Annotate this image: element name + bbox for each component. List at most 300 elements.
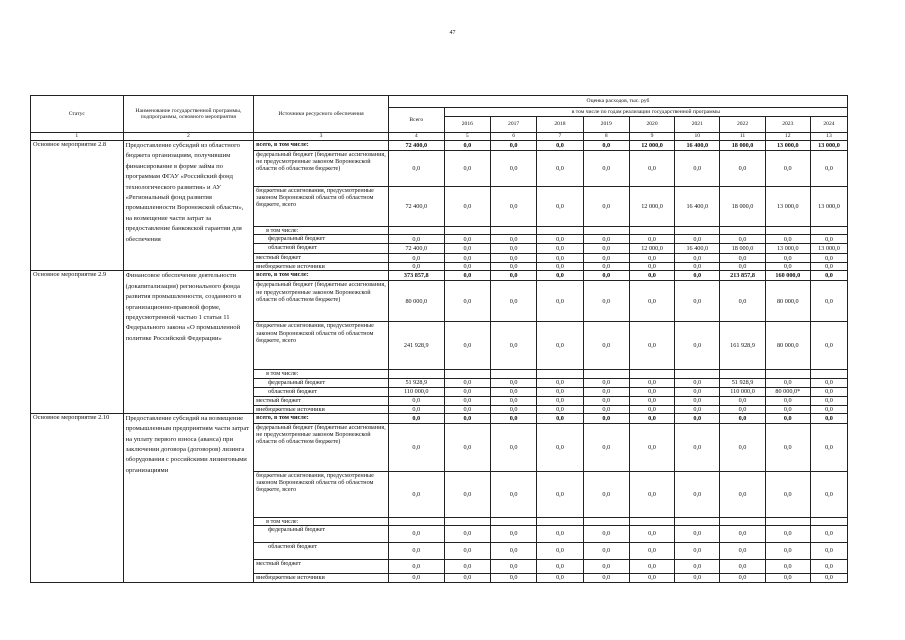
value-cell: 0,0 [537, 141, 583, 151]
value-cell: 16 400,0 [675, 141, 720, 151]
value-cell: 0,0 [444, 405, 490, 413]
value-cell: 0,0 [444, 187, 490, 227]
value-cell: 0,0 [720, 574, 765, 583]
source-label: бюджетные ассигнования, предусмотренные законом Воронежской области об областном бюджете, всего [254, 322, 389, 370]
value-cell: 0,0 [537, 244, 583, 254]
value-cell: 0,0 [444, 378, 490, 387]
value-cell: 0,0 [810, 235, 847, 244]
value-cell [720, 370, 765, 378]
value-cell: 213 857,8 [720, 271, 765, 281]
header-estimate: Оценка расходов, тыс. руб [388, 96, 847, 108]
source-label: областной бюджет [254, 244, 389, 254]
header-name: Наименование государственной программы, подпрограммы, основного мероприятия [123, 96, 254, 133]
page-number: 47 [449, 30, 456, 36]
value-cell [537, 370, 583, 378]
value-cell: 0,0 [675, 405, 720, 413]
value-cell: 161 928,9 [720, 322, 765, 370]
value-cell: 0,0 [675, 254, 720, 263]
value-cell: 0,0 [444, 574, 490, 583]
value-cell: 241 928,9 [388, 322, 444, 370]
value-cell: 0,0 [810, 263, 847, 271]
value-cell: 0,0 [388, 151, 444, 187]
source-label: областной бюджет [254, 387, 389, 396]
value-cell: 0,0 [720, 543, 765, 560]
activity-name: Предоставление субсидий на возмещение промышленным предприятиям части затрат на уплату первого взноса (аванса) при заключении договора (договоров) лизинга оборудования с российскими лизинговыми организациями [123, 413, 254, 582]
value-cell: 0,0 [583, 396, 629, 405]
value-cell: 0,0 [810, 413, 847, 423]
value-cell: 0,0 [629, 263, 674, 271]
value-cell: 12 000,0 [629, 244, 674, 254]
column-number: 1 [31, 133, 124, 141]
value-cell: 0,0 [765, 254, 810, 263]
value-cell: 0,0 [444, 526, 490, 543]
value-cell: 0,0 [720, 151, 765, 187]
value-cell: 0,0 [444, 244, 490, 254]
value-cell: 0,0 [537, 471, 583, 517]
value-cell: 0,0 [810, 560, 847, 574]
column-number: 2 [123, 133, 254, 141]
value-cell: 16 400,0 [675, 187, 720, 227]
value-cell: 0,0 [583, 526, 629, 543]
value-cell: 0,0 [629, 405, 674, 413]
value-cell [388, 517, 444, 525]
source-label: местный бюджет [254, 254, 389, 263]
value-cell [720, 227, 765, 235]
header-by-years: в том числе по годам реализации государственной программы [444, 108, 847, 117]
value-cell: 0,0 [444, 560, 490, 574]
value-cell: 0,0 [388, 405, 444, 413]
source-label: всего, в том числе: [254, 141, 389, 151]
value-cell: 0,0 [490, 271, 536, 281]
value-cell: 0,0 [490, 574, 536, 583]
header-year: 2018 [537, 117, 583, 133]
value-cell: 0,0 [444, 543, 490, 560]
table-row [31, 271, 848, 281]
value-cell: 16 400,0 [675, 244, 720, 254]
value-cell: 0,0 [583, 322, 629, 370]
value-cell: 0,0 [675, 526, 720, 543]
value-cell [444, 370, 490, 378]
value-cell: 0,0 [583, 387, 629, 396]
value-cell: 0,0 [537, 543, 583, 560]
value-cell [629, 370, 674, 378]
value-cell: 51 928,9 [388, 378, 444, 387]
value-cell: 0,0 [765, 526, 810, 543]
value-cell: 0,0 [765, 543, 810, 560]
value-cell [537, 227, 583, 235]
value-cell: 0,0 [537, 396, 583, 405]
column-number: 11 [720, 133, 765, 141]
source-label: федеральный бюджет (бюджетные ассигнования, не предусмотренные законом Воронежской области об областном бюджете) [254, 281, 389, 322]
value-cell [720, 517, 765, 525]
header-source: Источники ресурсного обеспечения [254, 96, 389, 133]
value-cell: 0,0 [537, 574, 583, 583]
value-cell: 0,0 [583, 151, 629, 187]
value-cell: 18 000,0 [720, 141, 765, 151]
source-label: федеральный бюджет [254, 378, 389, 387]
value-cell: 0,0 [490, 281, 536, 322]
value-cell: 0,0 [629, 396, 674, 405]
value-cell [490, 227, 536, 235]
value-cell: 0,0 [490, 151, 536, 187]
value-cell: 0,0 [490, 244, 536, 254]
value-cell: 0,0 [583, 423, 629, 471]
value-cell: 0,0 [444, 396, 490, 405]
value-cell: 0,0 [490, 387, 536, 396]
value-cell: 0,0 [537, 405, 583, 413]
value-cell: 0,0 [537, 560, 583, 574]
budget-table [30, 95, 848, 583]
source-label: в том числе: [254, 227, 389, 235]
value-cell: 0,0 [720, 396, 765, 405]
value-cell: 0,0 [537, 235, 583, 244]
value-cell: 0,0 [629, 322, 674, 370]
value-cell: 0,0 [720, 263, 765, 271]
value-cell: 0,0 [388, 396, 444, 405]
value-cell: 0,0 [720, 471, 765, 517]
value-cell: 0,0 [537, 423, 583, 471]
header-status: Статус [31, 96, 124, 133]
value-cell: 13 000,0 [810, 187, 847, 227]
value-cell: 0,0 [583, 543, 629, 560]
value-cell: 0,0 [444, 263, 490, 271]
value-cell: 0,0 [675, 281, 720, 322]
value-cell: 0,0 [629, 574, 674, 583]
value-cell: 0,0 [444, 254, 490, 263]
value-cell: 0,0 [388, 235, 444, 244]
value-cell: 0,0 [388, 543, 444, 560]
value-cell: 0,0 [490, 141, 536, 151]
value-cell: 72 400,0 [388, 187, 444, 227]
value-cell [765, 227, 810, 235]
source-label: в том числе: [254, 517, 389, 525]
value-cell: 0,0 [720, 560, 765, 574]
value-cell: 0,0 [629, 151, 674, 187]
activity-name: Финансовое обеспечение деятельности (докапитализация) регионального фонда развития промышленности, созданного в организационно-правовой форме, предусмотренной частью 1 статьи 11 Федерального закона «О промышленной политике Российской Федерации» [123, 271, 254, 413]
value-cell [629, 517, 674, 525]
value-cell: 0,0 [765, 263, 810, 271]
value-cell: 0,0 [765, 378, 810, 387]
value-cell: 373 857,8 [388, 271, 444, 281]
value-cell: 0,0 [444, 322, 490, 370]
value-cell: 0,0 [583, 263, 629, 271]
source-label: внебюджетные источники [254, 574, 389, 583]
value-cell: 0,0 [537, 187, 583, 227]
value-cell [490, 370, 536, 378]
value-cell: 0,0 [583, 254, 629, 263]
value-cell: 0,0 [675, 396, 720, 405]
value-cell [765, 370, 810, 378]
column-number: 7 [537, 133, 583, 141]
value-cell: 0,0 [583, 378, 629, 387]
value-cell: 0,0 [810, 378, 847, 387]
column-number: 13 [810, 133, 847, 141]
value-cell: 0,0 [490, 254, 536, 263]
value-cell [388, 370, 444, 378]
header-year: 2024 [810, 117, 847, 133]
activity-status: Основное мероприятие 2.8 [31, 141, 124, 271]
value-cell: 0,0 [720, 235, 765, 244]
value-cell: 0,0 [490, 413, 536, 423]
table-row [31, 141, 848, 151]
value-cell: 0,0 [675, 271, 720, 281]
value-cell: 0,0 [629, 423, 674, 471]
activity-status: Основное мероприятие 2.10 [31, 413, 124, 582]
source-label: бюджетные ассигнования, предусмотренные законом Воронежской области об областном бюджете, всего [254, 187, 389, 227]
value-cell: 13 000,0 [810, 244, 847, 254]
value-cell: 0,0 [444, 281, 490, 322]
value-cell: 0,0 [537, 378, 583, 387]
value-cell: 0,0 [675, 322, 720, 370]
value-cell: 0,0 [583, 244, 629, 254]
value-cell: 0,0 [765, 151, 810, 187]
header-year: 2022 [720, 117, 765, 133]
value-cell: 0,0 [810, 322, 847, 370]
value-cell: 0,0 [810, 387, 847, 396]
column-number: 9 [629, 133, 674, 141]
value-cell: 0,0 [388, 526, 444, 543]
value-cell: 0,0 [583, 141, 629, 151]
value-cell: 80 000,0 [765, 322, 810, 370]
column-number: 5 [444, 133, 490, 141]
value-cell [583, 227, 629, 235]
source-label: федеральный бюджет (бюджетные ассигнования, не предусмотренные законом Воронежской области об областном бюджете) [254, 423, 389, 471]
value-cell: 0,0 [444, 151, 490, 187]
header-total: Всего [388, 108, 444, 133]
header-year: 2017 [490, 117, 536, 133]
value-cell: 0,0 [583, 413, 629, 423]
value-cell: 51 928,9 [720, 378, 765, 387]
source-label: бюджетные ассигнования, предусмотренные законом Воронежской области об областном бюджете, всего [254, 471, 389, 517]
value-cell: 0,0 [765, 574, 810, 583]
value-cell: 0,0 [388, 413, 444, 423]
header-year: 2020 [629, 117, 674, 133]
value-cell [810, 227, 847, 235]
value-cell: 0,0 [720, 281, 765, 322]
value-cell [675, 370, 720, 378]
value-cell: 0,0 [444, 471, 490, 517]
value-cell: 0,0 [444, 271, 490, 281]
value-cell: 0,0 [675, 387, 720, 396]
value-cell: 0,0 [583, 560, 629, 574]
value-cell: 0,0 [765, 235, 810, 244]
value-cell: 0,0 [810, 423, 847, 471]
value-cell: 12 000,0 [629, 141, 674, 151]
value-cell: 0,0 [810, 405, 847, 413]
value-cell: 12 000,0 [629, 187, 674, 227]
source-label: всего, в том числе: [254, 413, 389, 423]
value-cell: 0,0 [810, 271, 847, 281]
value-cell [444, 227, 490, 235]
source-label: областной бюджет [254, 543, 389, 560]
value-cell: 0,0 [388, 263, 444, 271]
value-cell: 0,0 [810, 396, 847, 405]
value-cell: 0,0 [537, 271, 583, 281]
value-cell: 0,0 [583, 405, 629, 413]
value-cell: 0,0 [675, 560, 720, 574]
value-cell: 0,0 [629, 271, 674, 281]
value-cell: 0,0 [490, 396, 536, 405]
header-year: 2021 [675, 117, 720, 133]
value-cell: 0,0 [388, 423, 444, 471]
value-cell: 0,0 [490, 526, 536, 543]
value-cell [675, 227, 720, 235]
value-cell: 0,0 [629, 413, 674, 423]
value-cell: 0,0 [720, 413, 765, 423]
value-cell [810, 517, 847, 525]
value-cell [444, 517, 490, 525]
value-cell: 0,0 [720, 526, 765, 543]
value-cell: 0,0 [583, 235, 629, 244]
value-cell: 0,0 [810, 151, 847, 187]
value-cell: 0,0 [675, 378, 720, 387]
activity-name: Предоставление субсидий из областного бюджета организациям, получившим финансирование в форме займа по программам ФГАУ «Российский фонд технологического развития» и АУ «Региональный фонд развития промышленности Воронежской области», на возмещение части затрат за предоставление банковской гарантии для обеспечения [123, 141, 254, 271]
column-number: 12 [765, 133, 810, 141]
header-year: 2019 [583, 117, 629, 133]
value-cell [388, 227, 444, 235]
value-cell: 0,0 [490, 187, 536, 227]
value-cell: 0,0 [537, 263, 583, 271]
value-cell: 0,0 [388, 574, 444, 583]
value-cell: 0,0 [629, 254, 674, 263]
value-cell [629, 227, 674, 235]
value-cell: 0,0 [583, 471, 629, 517]
value-cell: 0,0 [810, 543, 847, 560]
value-cell: 0,0 [537, 526, 583, 543]
value-cell [490, 517, 536, 525]
value-cell: 0,0 [537, 387, 583, 396]
source-label: в том числе: [254, 370, 389, 378]
value-cell: 0,0 [583, 574, 629, 583]
value-cell: 0,0 [490, 378, 536, 387]
value-cell: 0,0 [444, 387, 490, 396]
value-cell: 13 000,0 [765, 141, 810, 151]
value-cell: 0,0 [490, 235, 536, 244]
value-cell: 80 000,0* [765, 387, 810, 396]
value-cell: 0,0 [720, 254, 765, 263]
value-cell [675, 517, 720, 525]
value-cell: 0,0 [765, 560, 810, 574]
value-cell: 0,0 [537, 151, 583, 187]
value-cell: 0,0 [490, 322, 536, 370]
column-number: 8 [583, 133, 629, 141]
value-cell: 0,0 [810, 254, 847, 263]
value-cell: 0,0 [675, 574, 720, 583]
source-label: внебюджетные источники [254, 263, 389, 271]
value-cell: 18 000,0 [720, 187, 765, 227]
value-cell: 0,0 [629, 526, 674, 543]
value-cell: 0,0 [490, 423, 536, 471]
value-cell: 0,0 [765, 405, 810, 413]
value-cell: 0,0 [675, 413, 720, 423]
column-number: 6 [490, 133, 536, 141]
value-cell: 0,0 [675, 235, 720, 244]
source-label: федеральный бюджет [254, 235, 389, 244]
value-cell: 0,0 [810, 281, 847, 322]
value-cell: 110 000,0 [388, 387, 444, 396]
value-cell: 0,0 [490, 560, 536, 574]
value-cell: 0,0 [444, 235, 490, 244]
value-cell: 0,0 [720, 423, 765, 471]
value-cell [765, 517, 810, 525]
value-cell [583, 517, 629, 525]
value-cell: 0,0 [388, 560, 444, 574]
value-cell: 0,0 [444, 423, 490, 471]
value-cell: 0,0 [810, 574, 847, 583]
source-label: местный бюджет [254, 560, 389, 574]
value-cell: 0,0 [537, 281, 583, 322]
value-cell: 80 000,0 [388, 281, 444, 322]
source-label: федеральный бюджет [254, 526, 389, 543]
value-cell: 0,0 [629, 387, 674, 396]
value-cell: 160 000,0 [765, 271, 810, 281]
value-cell: 0,0 [675, 263, 720, 271]
value-cell [810, 370, 847, 378]
value-cell: 72 400,0 [388, 141, 444, 151]
value-cell: 0,0 [765, 471, 810, 517]
value-cell: 0,0 [490, 543, 536, 560]
value-cell: 0,0 [537, 413, 583, 423]
header-year: 2016 [444, 117, 490, 133]
value-cell: 0,0 [490, 405, 536, 413]
value-cell: 0,0 [675, 151, 720, 187]
value-cell: 0,0 [810, 526, 847, 543]
column-number: 3 [254, 133, 389, 141]
value-cell [537, 517, 583, 525]
value-cell: 0,0 [629, 543, 674, 560]
value-cell: 0,0 [388, 471, 444, 517]
value-cell: 0,0 [765, 423, 810, 471]
value-cell: 0,0 [675, 471, 720, 517]
value-cell: 0,0 [583, 281, 629, 322]
value-cell: 0,0 [765, 396, 810, 405]
value-cell: 0,0 [444, 141, 490, 151]
value-cell: 80 000,0 [765, 281, 810, 322]
value-cell: 0,0 [583, 271, 629, 281]
value-cell: 0,0 [629, 378, 674, 387]
column-number: 10 [675, 133, 720, 141]
value-cell: 0,0 [537, 322, 583, 370]
value-cell: 13 000,0 [765, 244, 810, 254]
value-cell: 0,0 [629, 235, 674, 244]
value-cell: 0,0 [537, 254, 583, 263]
value-cell: 110 000,0 [720, 387, 765, 396]
value-cell: 18 000,0 [720, 244, 765, 254]
column-number: 4 [388, 133, 444, 141]
source-label: местный бюджет [254, 396, 389, 405]
value-cell: 0,0 [675, 543, 720, 560]
value-cell: 0,0 [810, 471, 847, 517]
value-cell: 13 000,0 [810, 141, 847, 151]
value-cell: 0,0 [388, 254, 444, 263]
value-cell: 0,0 [629, 471, 674, 517]
value-cell: 0,0 [675, 423, 720, 471]
value-cell: 0,0 [629, 560, 674, 574]
value-cell: 0,0 [765, 413, 810, 423]
value-cell [583, 370, 629, 378]
table-row [31, 413, 848, 423]
value-cell: 72 400,0 [388, 244, 444, 254]
value-cell: 0,0 [490, 263, 536, 271]
source-label: внебюджетные источники [254, 405, 389, 413]
header-year: 2023 [765, 117, 810, 133]
activity-status: Основное мероприятие 2.9 [31, 271, 124, 413]
value-cell: 0,0 [583, 187, 629, 227]
value-cell: 0,0 [720, 405, 765, 413]
value-cell: 0,0 [444, 413, 490, 423]
value-cell: 13 000,0 [765, 187, 810, 227]
source-label: федеральный бюджет (бюджетные ассигнования, не предусмотренные законом Воронежской области об областном бюджете) [254, 151, 389, 187]
